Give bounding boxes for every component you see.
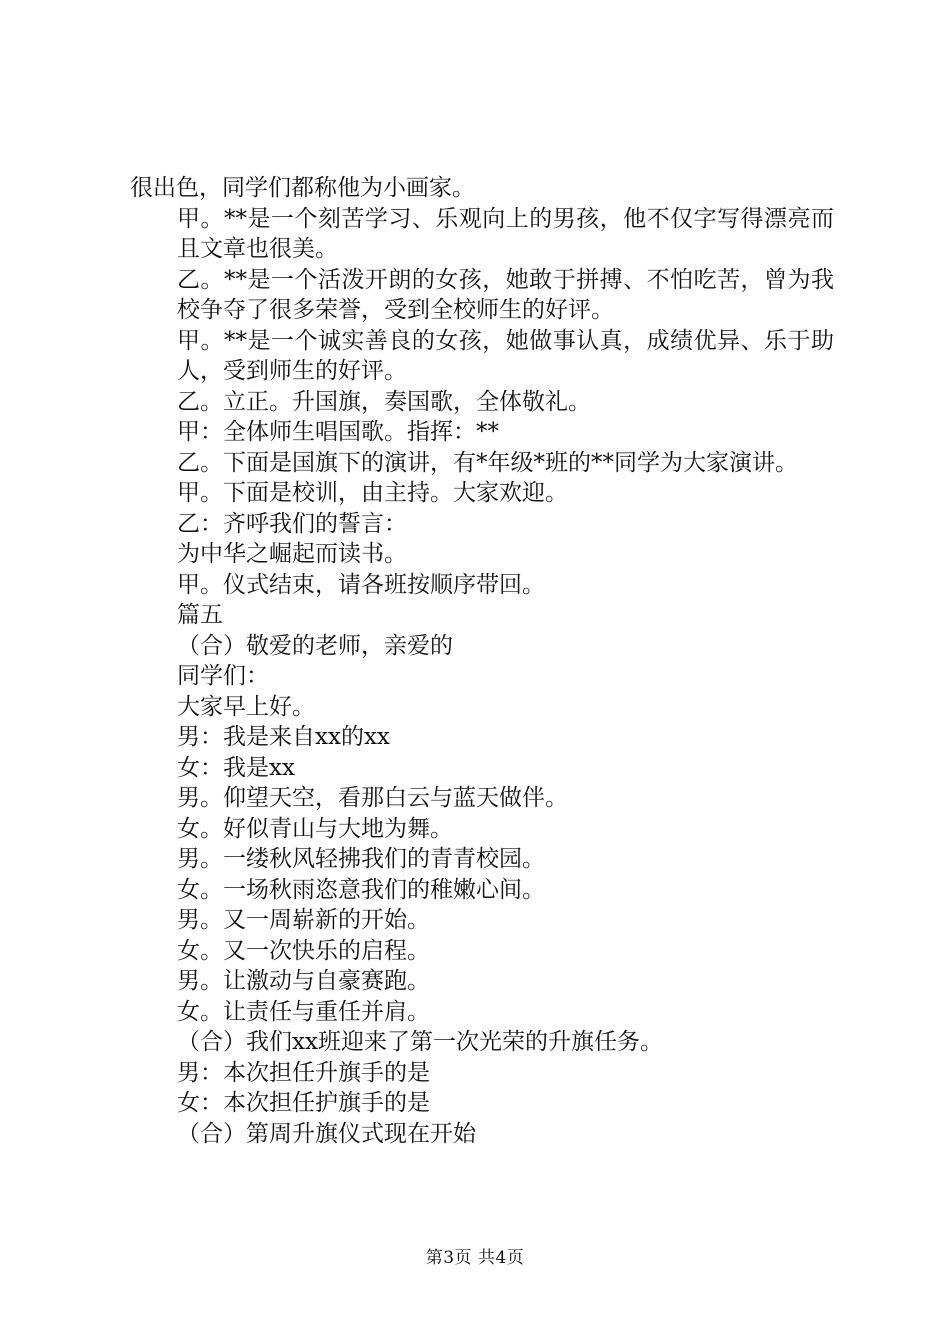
- paragraph: 同学们：: [177, 663, 269, 689]
- paragraph: （合）敬爱的老师，亲爱的: [177, 632, 453, 659]
- paragraph: 为中华之崛起而读书。: [177, 541, 407, 567]
- paragraph: 甲：全体师生唱国歌。指挥：**: [177, 419, 499, 445]
- paragraph: 很出色，同学们都称他为小画家。: [130, 175, 475, 201]
- paragraph: （合）第周升旗仪式现在开始: [177, 1120, 476, 1147]
- paragraph: 女。一场秋雨恣意我们的稚嫩心间。: [177, 876, 545, 903]
- paragraph: 男：本次担任升旗手的是: [177, 1059, 430, 1086]
- paragraph: 男。仰望天空，看那白云与蓝天做伴。: [177, 785, 568, 811]
- page-footer: 第3页 共4页: [425, 1248, 525, 1268]
- paragraph: 男。一缕秋风轻拂我们的青青校园。: [177, 846, 545, 872]
- paragraph: 篇五: [177, 602, 223, 628]
- paragraph: 女：我是xx: [177, 754, 295, 781]
- paragraph: 男。又一周崭新的开始。: [177, 907, 430, 933]
- paragraph: 大家早上好。: [177, 693, 315, 720]
- paragraph: 乙：齐呼我们的誓言：: [177, 510, 407, 537]
- paragraph: （合）我们xx班迎来了第一次光荣的升旗任务。: [177, 1029, 663, 1055]
- document-body: [130, 173, 834, 1149]
- paragraph: 女。好似青山与大地为舞。: [177, 815, 453, 842]
- paragraph: 乙。**是一个活泼开朗的女孩，她敢于拼搏、不怕吃苦，曾为我校争夺了很多荣誉，受到全校师生的好评。: [177, 266, 834, 323]
- paragraph: 乙。立正。升国旗，奏国歌，全体敬礼。: [177, 388, 591, 415]
- paragraph: 女。让责任与重任并肩。: [177, 998, 430, 1025]
- paragraph: 乙。下面是国旗下的演讲，有*年级*班的**同学为大家演讲。: [177, 449, 798, 476]
- paragraph: 女：本次担任护旗手的是: [177, 1090, 430, 1116]
- paragraph: 甲。下面是校训，由主持。大家欢迎。: [177, 480, 568, 506]
- paragraph: 男。让激动与自豪赛跑。: [177, 968, 430, 994]
- paragraph: 男：我是来自xx的xx: [177, 724, 390, 750]
- paragraph: 女。又一次快乐的启程。: [177, 937, 430, 964]
- paragraph: 甲。仪式结束，请各班按顺序带回。: [177, 571, 545, 598]
- paragraph: 甲。**是一个诚实善良的女孩，她做事认真，成绩优异、乐于助人，受到师生的好评。: [177, 327, 834, 384]
- paragraph: 甲。**是一个刻苦学习、乐观向上的男孩，他不仅字写得漂亮而且文章也很美。: [177, 205, 834, 262]
